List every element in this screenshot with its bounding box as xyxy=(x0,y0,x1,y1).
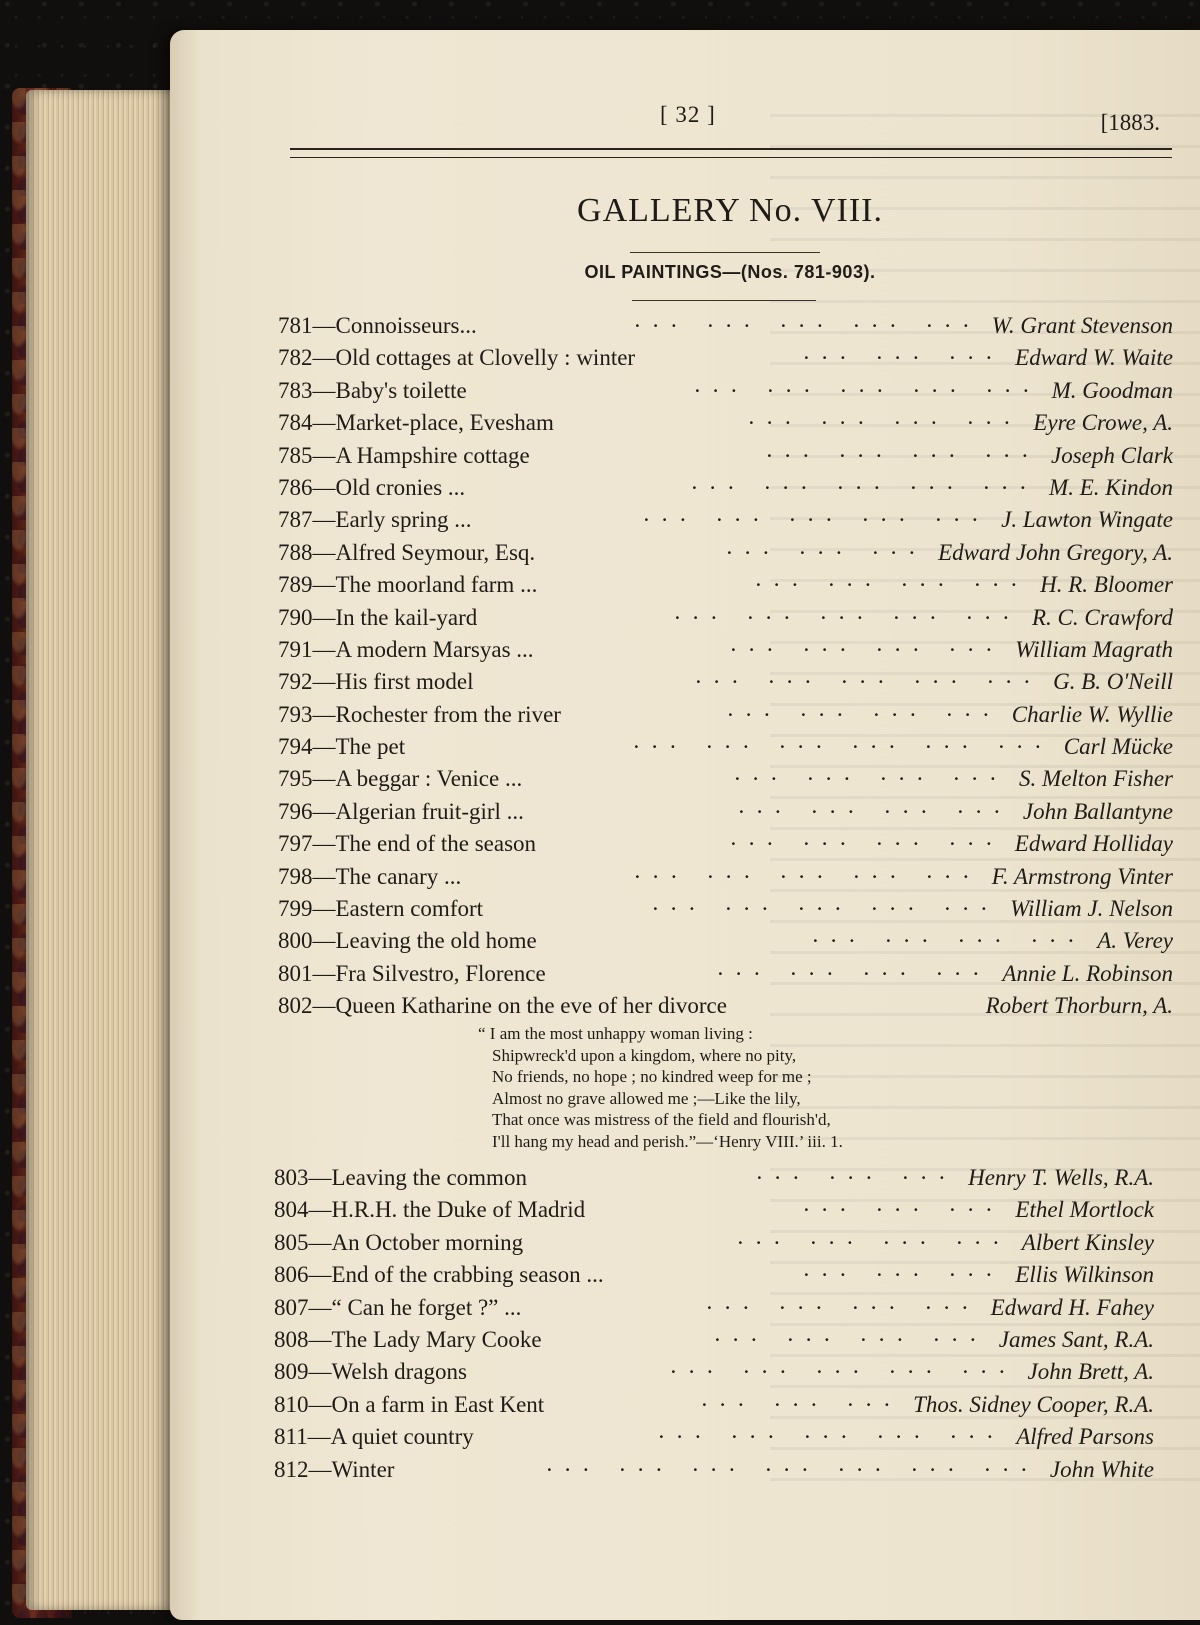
leader-dots: ... ... ... ... ... xyxy=(635,862,982,882)
leader-dots: ... ... ... ... xyxy=(718,959,992,979)
entry-artist: M. Goodman xyxy=(1051,377,1173,403)
quote-line: No friends, no hope ; no kindred weep for me ; xyxy=(492,1067,812,1087)
leader-dots: ... ... ... xyxy=(702,1390,903,1410)
entry-title: 799—Eastern comfort xyxy=(278,896,484,922)
entry-artist: John White xyxy=(1049,1456,1154,1482)
entry-artist: G. B. O'Neill xyxy=(1053,669,1173,695)
title-rule xyxy=(630,252,820,253)
entry-artist: Robert Thorburn, A. xyxy=(985,993,1173,1019)
catalogue-entry xyxy=(278,990,1173,1022)
leader-dots: ... ... ... ... ... xyxy=(635,312,982,331)
entry-artist: Ellis Wilkinson xyxy=(1015,1262,1154,1288)
entry-artist: William Magrath xyxy=(1015,636,1173,662)
leader-dots: ... ... ... xyxy=(804,344,1005,364)
quotation-block xyxy=(478,1023,1038,1153)
entry-title: 811—A quiet country xyxy=(274,1424,474,1450)
entry-artist: R. C. Crawford xyxy=(1031,604,1173,630)
leader-dots: ... ... ... ... ... ... xyxy=(634,733,1054,753)
entry-title: 797—The end of the season xyxy=(278,831,537,857)
entry-artist: F. Armstrong Vinter xyxy=(991,863,1173,889)
entry-artist: J. Lawton Wingate xyxy=(1001,507,1173,533)
entry-title: 789—The moorland farm ... xyxy=(278,572,538,598)
running-header xyxy=(290,102,1170,144)
quote-line: I'll hang my head and perish.”—‘Henry VIII.’ iii. 1. xyxy=(492,1131,843,1151)
leader-dots: ... ... ... ... xyxy=(707,1293,981,1313)
entry-artist: Eyre Crowe, A. xyxy=(1033,410,1173,436)
entry-title: 807—“ Can he forget ?” ... xyxy=(274,1294,522,1320)
entry-title: 805—An October morning xyxy=(274,1229,524,1255)
quote-line: Shipwreck'd upon a kingdom, where no pity, xyxy=(492,1045,797,1065)
entry-title: 786—Old cronies ... xyxy=(278,474,466,500)
entry-artist: Thos. Sidney Cooper, R.A. xyxy=(913,1391,1154,1417)
entry-artist: John Ballantyne xyxy=(1022,798,1173,824)
entry-title: 803—Leaving the common xyxy=(274,1165,527,1190)
entry-title: 812—Winter xyxy=(274,1456,395,1482)
catalogue-entries xyxy=(278,310,1173,1023)
leader-dots: ... ... ... xyxy=(727,538,928,558)
entry-title: 804—H.R.H. the Duke of Madrid xyxy=(274,1197,586,1223)
entry-artist: John Brett, A. xyxy=(1027,1359,1154,1385)
leader-dots: ... ... ... ... xyxy=(739,797,1013,817)
entry-title: 793—Rochester from the river xyxy=(278,701,561,727)
entry-artist: Albert Kinsley xyxy=(1021,1229,1154,1255)
leader-dots: ... ... ... ... xyxy=(756,571,1030,591)
leader-dots: ... ... ... ... ... xyxy=(671,1358,1018,1378)
leader-dots: ... ... ... ... ... xyxy=(675,603,1022,623)
quote-line: That once was mistress of the field and flourish'd, xyxy=(492,1110,831,1130)
quote-line: Almost no grave allowed me ;—Like the lily, xyxy=(492,1088,801,1108)
entry-title: 788—Alfred Seymour, Esq. xyxy=(278,539,536,565)
entry-title: 790—In the kail-yard xyxy=(278,604,478,630)
leader-dots: ... ... ... ... xyxy=(738,1228,1012,1248)
entry-title: 781—Connoisseurs... xyxy=(278,313,477,338)
leader-dots: ... ... ... ... xyxy=(813,927,1087,947)
leader-dots: ... ... ... ... xyxy=(735,765,1009,785)
gallery-title: GALLERY No. VIII. xyxy=(577,192,883,229)
leader-dots: ... ... ... ... xyxy=(731,635,1005,655)
entry-title: 785—A Hampshire cottage xyxy=(278,442,530,468)
entry-title: 809—Welsh dragons xyxy=(274,1359,467,1385)
entry-artist: M. E. Kindon xyxy=(1049,474,1173,500)
entry-title: 798—The canary ... xyxy=(278,863,462,889)
entry-artist: Annie L. Robinson xyxy=(1002,960,1173,986)
catalogue-entry xyxy=(274,1454,1154,1486)
leader-dots: ... ... ... ... ... xyxy=(653,895,1000,915)
leader-dots: ... ... ... xyxy=(804,1196,1005,1216)
entry-artist: Edward Holliday xyxy=(1014,831,1173,857)
entry-title: 792—His first model xyxy=(278,669,474,695)
entry-title: 806—End of the crabbing season ... xyxy=(274,1262,604,1288)
leader-dots: ... ... ... ... ... xyxy=(644,506,991,526)
leader-dots: ... ... ... ... ... xyxy=(696,668,1043,688)
leader-dots: ... ... ... ... ... xyxy=(692,473,1039,493)
leader-dots: ... ... ... ... ... ... ... xyxy=(547,1455,1040,1475)
entry-artist: Charlie W. Wyllie xyxy=(1011,701,1173,727)
leader-dots: ... ... ... ... ... xyxy=(695,376,1042,396)
entry-artist: Alfred Parsons xyxy=(1016,1424,1154,1450)
entry-artist: Edward H. Fahey xyxy=(990,1294,1154,1320)
year-label: [1883. xyxy=(1100,110,1160,135)
entry-title: 808—The Lady Mary Cooke xyxy=(274,1326,542,1352)
entry-artist: James Sant, R.A. xyxy=(998,1326,1154,1352)
entry-artist: Edward W. Waite xyxy=(1015,345,1173,371)
entry-title: 794—The pet xyxy=(278,734,406,760)
leader-dots: ... ... ... xyxy=(804,1261,1005,1281)
leader-dots: ... ... ... ... xyxy=(728,700,1002,720)
entry-artist: A. Verey xyxy=(1097,928,1173,954)
leader-dots: ... ... ... ... xyxy=(749,409,1023,429)
entry-artist: Ethel Mortlock xyxy=(1015,1197,1154,1223)
entry-artist: William J. Nelson xyxy=(1010,896,1173,922)
entry-artist: Edward John Gregory, A. xyxy=(938,539,1173,565)
catalogue-entry xyxy=(278,958,1173,990)
entry-artist: Henry T. Wells, R.A. xyxy=(968,1165,1154,1190)
leader-dots: ... ... ... ... ... xyxy=(659,1423,1006,1443)
entry-title: 810—On a farm in East Kent xyxy=(274,1391,545,1417)
quote-line: “ I am the most unhappy woman living : xyxy=(478,1024,753,1043)
header-rule xyxy=(290,148,1172,158)
entry-title: 795—A beggar : Venice ... xyxy=(278,766,523,792)
entry-artist: W. Grant Stevenson xyxy=(991,313,1173,338)
entry-title: 787—Early spring ... xyxy=(278,507,472,533)
entry-artist: Carl Mücke xyxy=(1063,734,1173,760)
entry-title: 783—Baby's toilette xyxy=(278,377,467,403)
section-heading: OIL PAINTINGS—(Nos. 781-903). xyxy=(584,262,876,282)
entry-title: 801—Fra Silvestro, Florence xyxy=(278,960,546,986)
heading-rule xyxy=(632,300,816,301)
entry-artist: Joseph Clark xyxy=(1050,442,1173,468)
page-edges xyxy=(26,90,186,1610)
entry-artist: H. R. Bloomer xyxy=(1040,572,1173,598)
entry-title: 791—A modern Marsyas ... xyxy=(278,636,534,662)
entry-title: 796—Algerian fruit-girl ... xyxy=(278,798,524,824)
catalogue-entries-continued xyxy=(274,1162,1154,1486)
entry-title: 800—Leaving the old home xyxy=(278,928,537,954)
leader-dots: ... ... ... ... xyxy=(731,830,1005,850)
entry-title: 784—Market-place, Evesham xyxy=(278,410,554,436)
leader-dots: ... ... ... ... xyxy=(715,1325,989,1345)
leader-dots: ... ... ... xyxy=(757,1164,958,1183)
page-number: [ 32 ] xyxy=(660,102,716,127)
entry-title: 802—Queen Katharine on the eve of her divorce xyxy=(278,993,727,1019)
entry-artist: S. Melton Fisher xyxy=(1019,766,1173,792)
entry-title: 782—Old cottages at Clovelly : winter xyxy=(278,345,636,371)
leader-dots: ... ... ... ... xyxy=(767,441,1041,461)
